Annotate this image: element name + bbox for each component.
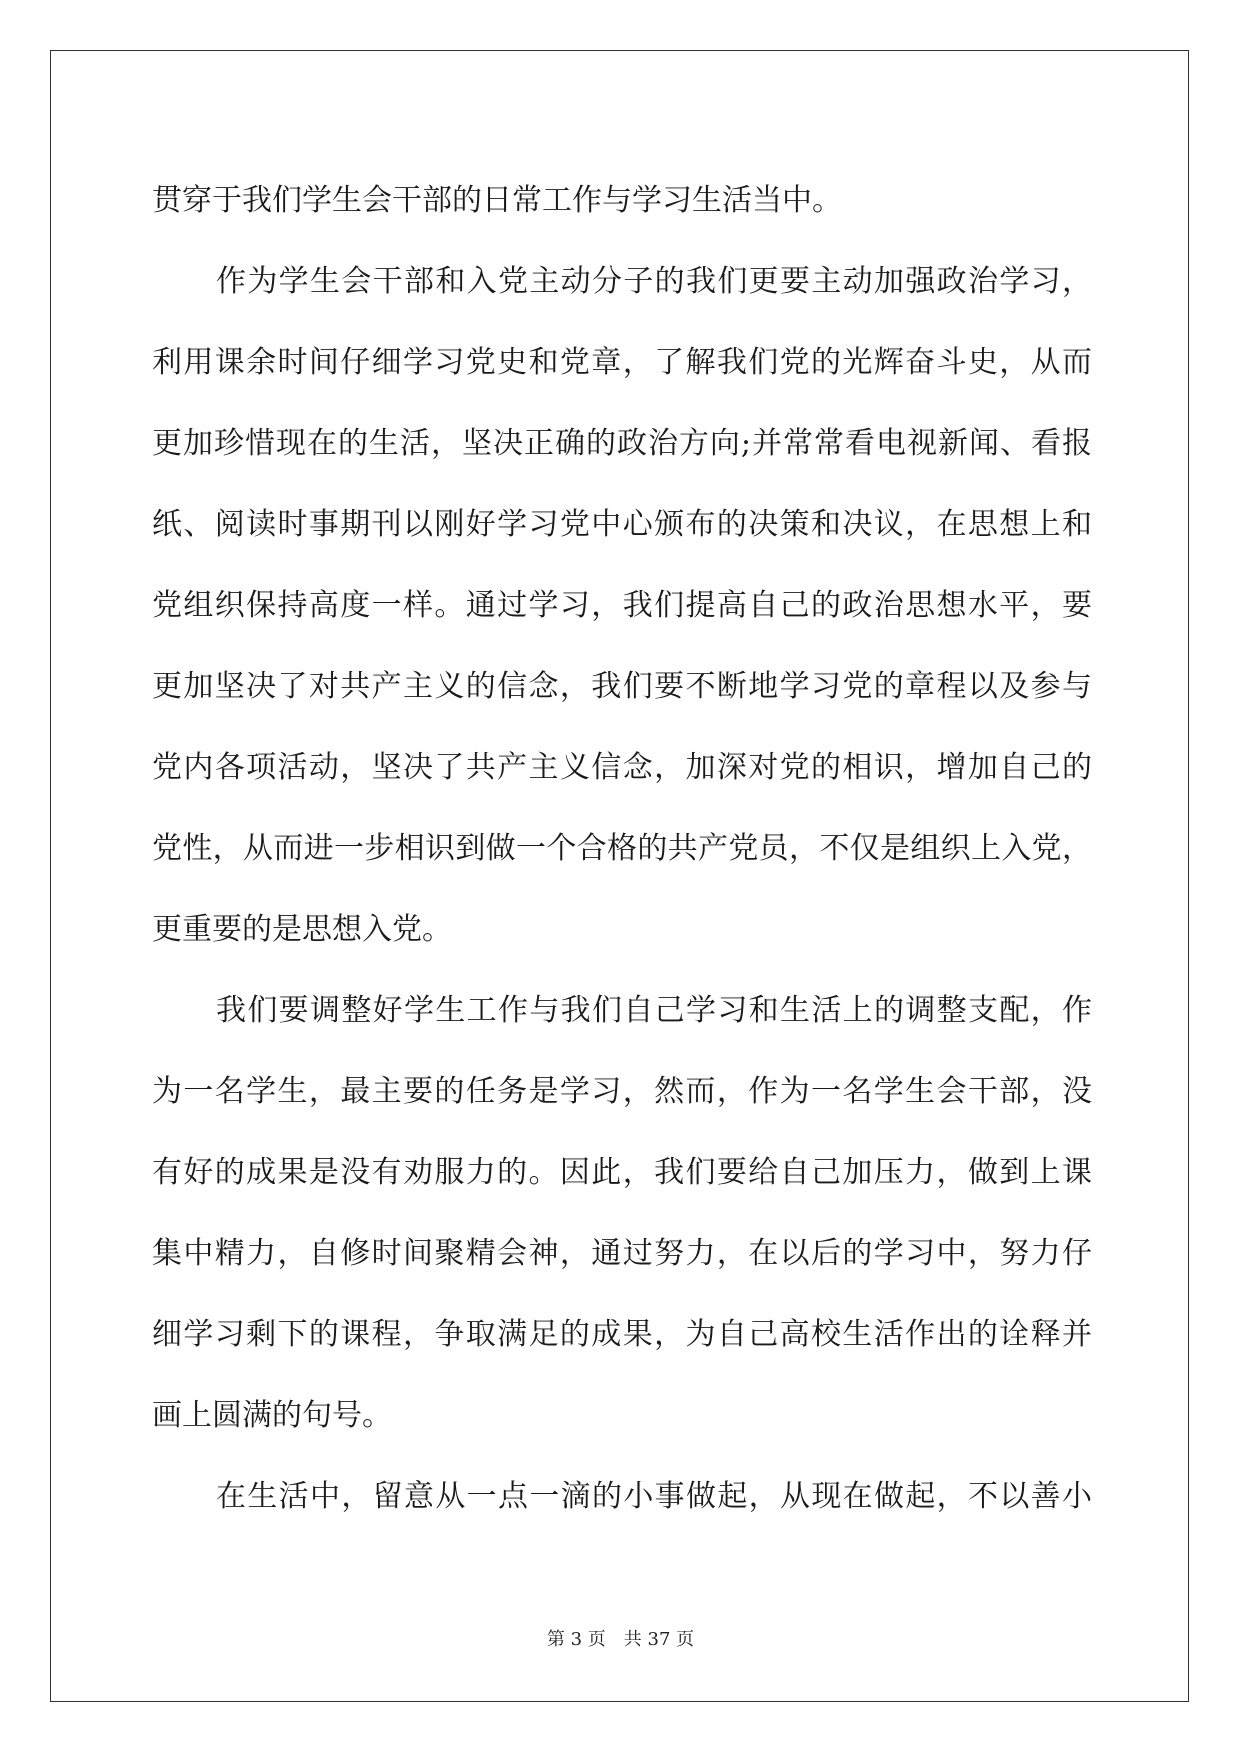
- text-line: 在生活中，留意从一点一滴的小事做起，从现在做起，不以善小: [216, 1479, 1092, 1514]
- text-line: 利用课余时间仔细学习党史和党章，了解我们党的光辉奋斗史，从而: [152, 345, 1092, 380]
- text-line: 画上圆满的句号。: [152, 1398, 392, 1433]
- text-line: 为一名学生，最主要的任务是学习，然而，作为一名学生会干部，没: [152, 1074, 1092, 1109]
- text-line: 更加坚决了对共产主义的信念，我们要不断地学习党的章程以及参与: [152, 669, 1092, 704]
- text-line: 我们要调整好学生工作与我们自己学习和生活上的调整支配，作: [216, 993, 1092, 1028]
- text-line: 作为学生会干部和入党主动分子的我们更要主动加强政治学习，: [216, 264, 1092, 299]
- text-line: 更重要的是思想入党。: [152, 912, 452, 947]
- text-line: 有好的成果是没有劝服力的。因此，我们要给自己加压力，做到上课: [152, 1155, 1092, 1190]
- text-line: 党内各项活动，坚决了共产主义信念，加深对党的相识，增加自己的: [152, 750, 1092, 785]
- text-line: 细学习剩下的课程，争取满足的成果，为自己高校生活作出的诠释并: [152, 1317, 1092, 1352]
- body-text: [152, 160, 1092, 1537]
- text-line: 纸、阅读时事期刊以刚好学习党中心颁布的决策和决议，在思想上和: [152, 507, 1092, 542]
- text-line: 党组织保持高度一样。通过学习，我们提高自己的政治思想水平，要: [152, 588, 1092, 623]
- page-number-footer: 第 3 页 共 37 页: [546, 1629, 695, 1650]
- text-line: 集中精力，自修时间聚精会神，通过努力，在以后的学习中，努力仔: [152, 1236, 1092, 1271]
- text-line: 党性，从而进一步相识到做一个合格的共产党员，不仅是组织上入党，: [152, 831, 1092, 866]
- text-line: 贯穿于我们学生会干部的日常工作与学习生活当中。: [152, 183, 842, 218]
- text-line: 更加珍惜现在的生活，坚决正确的政治方向;并常常看电视新闻、看报: [152, 426, 1092, 461]
